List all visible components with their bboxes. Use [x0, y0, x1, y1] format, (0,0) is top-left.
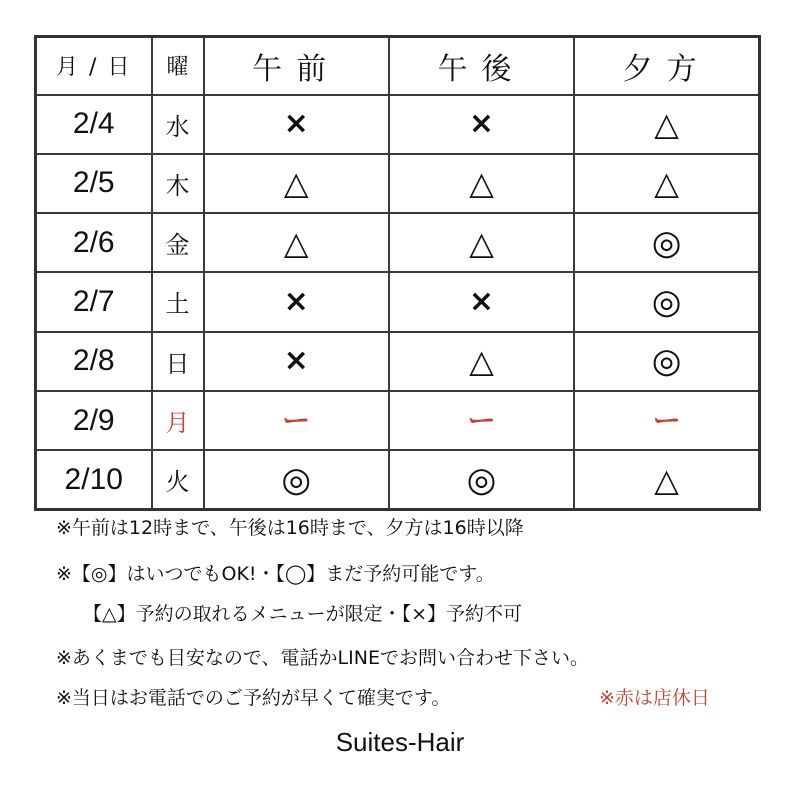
morning-cell — [204, 272, 389, 331]
table-row — [36, 272, 760, 331]
evening-cell — [574, 332, 759, 391]
afternoon-cell — [389, 272, 574, 331]
date-cell: 2/8 — [36, 332, 152, 391]
date-cell: 2/10 — [36, 450, 152, 509]
available-double-circle-mark: ◎ — [651, 341, 682, 382]
afternoon-cell — [389, 391, 574, 450]
note-contact: ※あくまでも目安なので、電話かLINEでお問い合わせ下さい。 — [56, 647, 589, 669]
closed-dash-mark: ー — [467, 403, 496, 437]
note-hours: ※午前は12時まで、午後は16時まで、夕方は16時以降 — [56, 517, 524, 539]
morning-cell — [204, 213, 389, 272]
brand-name: Suites-Hair — [335, 727, 465, 757]
table-row — [36, 95, 760, 154]
weekday-cell: 木 — [152, 154, 204, 213]
unavailable-mark: × — [283, 283, 309, 319]
header-afternoon: 午後 — [389, 37, 574, 95]
table-row — [36, 391, 760, 450]
evening-cell — [574, 450, 759, 509]
weekday-cell: 土 — [152, 272, 204, 331]
note-same-day: ※当日はお電話でのご予約が早くて確実です。 — [56, 687, 451, 709]
closed-dash-mark: ー — [282, 403, 311, 437]
closed-dash-mark: ー — [652, 403, 681, 437]
date-cell: 2/6 — [36, 213, 152, 272]
unavailable-mark: × — [468, 106, 495, 142]
morning-cell — [204, 332, 389, 391]
weekday-cell: 火 — [152, 450, 204, 509]
afternoon-cell — [389, 450, 574, 509]
afternoon-cell — [389, 95, 574, 154]
header-date: 月 / 日 — [36, 37, 152, 95]
unavailable-mark: × — [283, 343, 309, 379]
evening-cell — [574, 95, 759, 154]
afternoon-cell — [389, 332, 574, 391]
evening-cell — [574, 272, 759, 331]
reservation-schedule-table — [34, 35, 761, 511]
limited-triangle-mark: △ — [654, 164, 679, 203]
morning-cell — [204, 95, 389, 154]
available-double-circle-mark: ◎ — [651, 281, 682, 322]
weekday-cell: 月 — [152, 391, 204, 450]
header-evening: 夕方 — [574, 37, 759, 95]
note-legend-limited: 【△】予約の取れるメニューが限定・【×】予約不可 — [83, 603, 523, 625]
morning-cell — [204, 450, 389, 509]
unavailable-mark: × — [283, 106, 309, 142]
header-morning: 午前 — [204, 37, 389, 95]
evening-cell — [574, 391, 759, 450]
date-cell: 2/7 — [36, 272, 152, 331]
evening-cell — [574, 154, 759, 213]
weekday-cell: 水 — [152, 95, 204, 154]
header-row — [36, 37, 760, 95]
limited-triangle-mark: △ — [469, 342, 494, 381]
table-row — [36, 154, 760, 213]
date-cell: 2/4 — [36, 95, 152, 154]
note-legend-available: ※【◎】はいつでもOK!・【◯】まだ予約可能です。 — [56, 563, 495, 585]
afternoon-cell — [389, 213, 574, 272]
schedule-body — [36, 95, 760, 510]
table-row — [36, 450, 760, 509]
available-double-circle-mark: ◎ — [651, 222, 682, 263]
table-row — [36, 213, 760, 272]
morning-cell — [204, 391, 389, 450]
date-cell: 2/5 — [36, 154, 152, 213]
note-closed-day: ※赤は店休日 — [599, 687, 710, 709]
limited-triangle-mark: △ — [469, 223, 494, 262]
limited-triangle-mark: △ — [283, 223, 309, 262]
evening-cell — [574, 213, 759, 272]
table-row — [36, 332, 760, 391]
unavailable-mark: × — [468, 283, 495, 319]
date-cell: 2/9 — [36, 391, 152, 450]
morning-cell — [204, 154, 389, 213]
weekday-cell: 金 — [152, 213, 204, 272]
limited-triangle-mark: △ — [469, 164, 494, 203]
afternoon-cell — [389, 154, 574, 213]
header-weekday: 曜 — [152, 37, 204, 95]
limited-triangle-mark: △ — [283, 164, 309, 203]
available-double-circle-mark: ◎ — [466, 459, 497, 500]
weekday-cell: 日 — [152, 332, 204, 391]
limited-triangle-mark: △ — [654, 105, 679, 144]
available-double-circle-mark: ◎ — [281, 459, 311, 500]
limited-triangle-mark: △ — [654, 460, 679, 499]
